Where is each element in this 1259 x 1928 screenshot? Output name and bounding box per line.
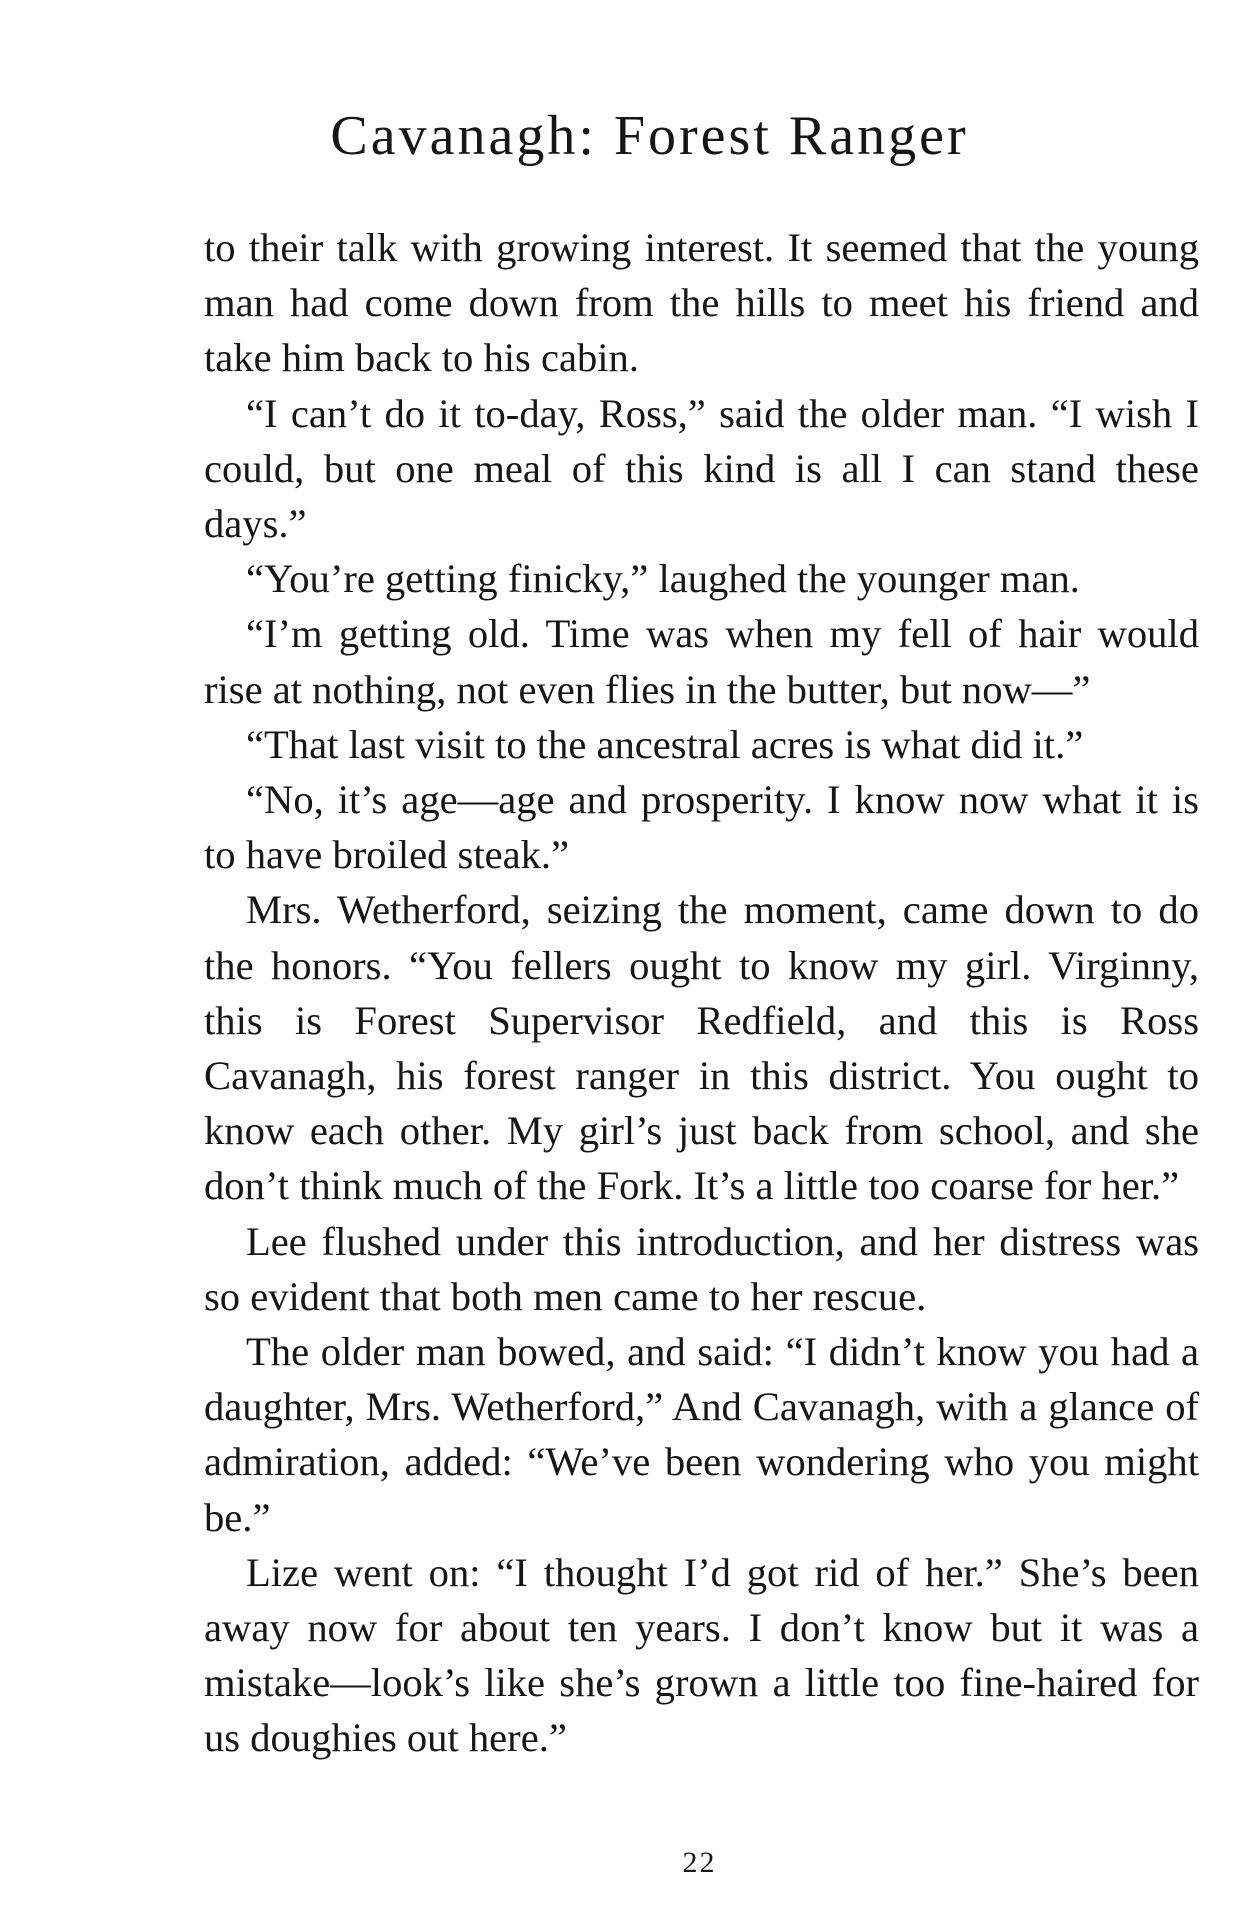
paragraph-6: “No, it’s age—age and prosperity. I know now what it is to have broiled steak.” (204, 777, 1199, 878)
paragraph-7: Mrs. Wetherford, seizing the moment, came down to do the honors. “You fellers ought to know my girl. Virginny, this is Forest Supervisor Redfield, and this is Ross Cavanagh, his forest ranger in this district. You ought to know each other. My girl’s just back from school, and she don’t think much of the Fork. It’s a little too coarse for her.” (204, 887, 1199, 1209)
paragraph-5: “That last visit to the ancestral acres is what did it.” (246, 721, 1084, 767)
paragraph-9: The older man bowed, and said: “I didn’t know you had a daughter, Mrs. Wetherford,” And Cavanagh, with a glance of admiration, added: “We’ve been wondering who you might be.” (204, 1329, 1199, 1540)
paragraph-2: “I can’t do it to-day, Ross,” said the older man. “I wish I could, but one meal of this kind is all I can stand these days.” (204, 390, 1199, 547)
paragraph-3: “You’re getting finicky,” laughed the younger man. (246, 556, 1080, 602)
paragraph-8: Lee flushed under this introduction, and her distress was so evident that both men came to her rescue. (204, 1218, 1199, 1319)
running-head: Cavanagh: Forest Ranger (330, 105, 969, 167)
body-text (204, 220, 1199, 1766)
paragraph-4: “I’m getting old. Time was when my fell of hair would rise at nothing, not even flies in the butter, but now—” (204, 611, 1199, 712)
page-number: 22 (682, 1846, 717, 1879)
paragraph-1: to their talk with growing interest. It seemed that the young man had come down from the hills to meet his friend and take him back to his cabin. (204, 225, 1199, 381)
paragraph-10: Lize went on: “I thought I’d got rid of her.” She’s been away now for about ten years. I don’t know but it was a mistake—look’s like she’s grown a little too fine-haired for us doughies out here.” (204, 1549, 1199, 1761)
